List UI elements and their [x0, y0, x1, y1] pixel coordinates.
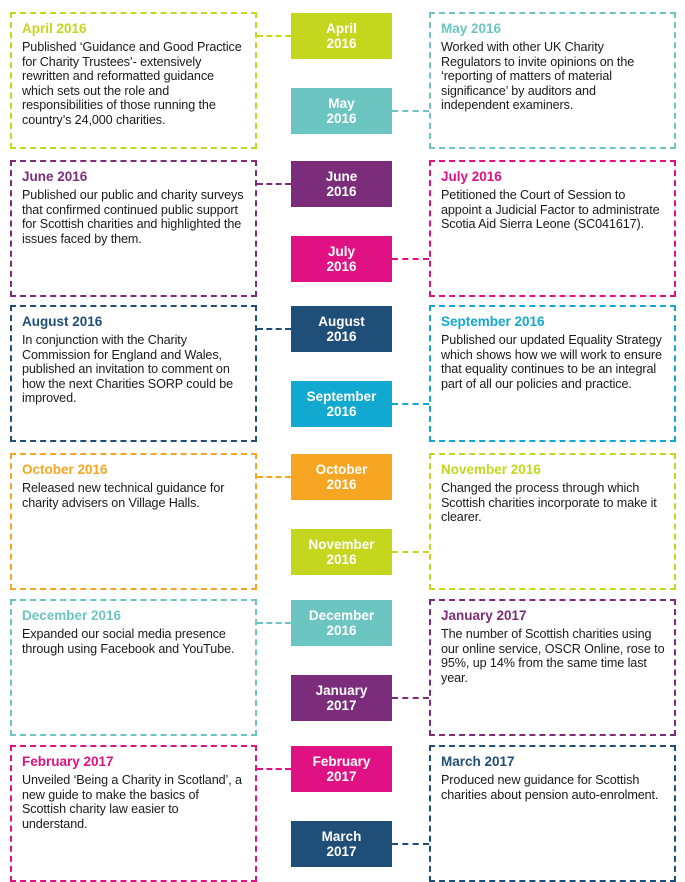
month-name: April: [326, 20, 357, 36]
month-name: January: [315, 682, 368, 698]
event-title: January 2017: [441, 608, 527, 623]
month-year: 2016: [326, 477, 357, 492]
month-name: June: [325, 168, 358, 184]
month-name: May: [328, 95, 355, 111]
event-card-september: [429, 305, 676, 442]
event-description: In conjunction with the Charity Commission for England and Wales, published an invitation to comment on how the next Charities SORP could be improved.: [22, 333, 234, 406]
event-card-may: [429, 12, 676, 149]
event-card-november: [429, 453, 676, 590]
month-year: 2017: [326, 698, 357, 713]
month-year: 2017: [326, 844, 357, 859]
month-name: December: [308, 607, 375, 623]
month-label-august: [291, 306, 392, 352]
event-title: July 2016: [441, 169, 502, 184]
connector-line: [392, 551, 429, 553]
month-year: 2016: [326, 259, 357, 274]
month-name: July: [327, 243, 355, 259]
connector-line: [392, 258, 429, 260]
event-title: October 2016: [22, 462, 108, 477]
month-name: March: [321, 828, 362, 844]
month-label-december: [291, 600, 392, 646]
month-label-january: [291, 675, 392, 721]
month-label-october: [291, 454, 392, 500]
event-description: Published ‘Guidance and Good Practice for Charity Trustees’- extensively rewritten and reformatted guidance which sets out the role and responsibilities of those running the country’s 24,000 charities.: [22, 40, 242, 127]
connector-line: [257, 35, 291, 37]
month-year: 2016: [326, 404, 357, 419]
event-card-april: [10, 12, 257, 149]
connector-line: [257, 768, 291, 770]
connector-line: [392, 403, 429, 405]
month-label-april: [291, 13, 392, 59]
month-label-july: [291, 236, 392, 282]
connector-line: [392, 843, 429, 845]
month-year: 2016: [326, 36, 357, 51]
connector-line: [257, 328, 291, 330]
event-title: June 2016: [22, 169, 88, 184]
event-title: May 2016: [441, 21, 502, 36]
event-card-december: [10, 599, 257, 736]
event-card-february: [10, 745, 257, 882]
event-description: Produced new guidance for Scottish charities about pension auto-enrolment.: [441, 773, 659, 802]
event-title: August 2016: [22, 314, 103, 329]
month-year: 2016: [326, 552, 357, 567]
month-label-june: [291, 161, 392, 207]
event-title: April 2016: [22, 21, 87, 36]
event-title: March 2017: [441, 754, 515, 769]
event-title: December 2016: [22, 608, 122, 623]
month-label-november: [291, 529, 392, 575]
event-card-august: [10, 305, 257, 442]
month-name: February: [312, 753, 371, 769]
event-description: Expanded our social media presence through using Facebook and YouTube.: [22, 627, 235, 656]
event-card-june: [10, 160, 257, 297]
event-title: September 2016: [441, 314, 545, 329]
connector-line: [257, 183, 291, 185]
month-year: 2016: [326, 184, 357, 199]
month-name: October: [315, 461, 368, 477]
month-label-september: [291, 381, 392, 427]
month-year: 2016: [326, 111, 357, 126]
event-card-july: [429, 160, 676, 297]
event-card-october: [10, 453, 257, 590]
connector-line: [257, 622, 291, 624]
event-description: Published our updated Equality Strategy which shows how we will work to ensure that equality continues to be an integral part of all our policies and practice.: [441, 333, 662, 391]
month-name: November: [308, 536, 375, 552]
event-card-march: [429, 745, 676, 882]
month-year: 2016: [326, 329, 357, 344]
event-description: Worked with other UK Charity Regulators to invite opinions on the ‘reporting of matters of material significance’ by auditors and independent examiners.: [441, 40, 635, 113]
month-year: 2016: [326, 623, 357, 638]
event-title: February 2017: [22, 754, 114, 769]
month-name: August: [318, 313, 365, 329]
month-label-may: [291, 88, 392, 134]
month-name: September: [306, 388, 377, 404]
month-label-february: [291, 746, 392, 792]
connector-line: [392, 110, 429, 112]
event-description: The number of Scottish charities using our online service, OSCR Online, rose to 95%, up 14% from the same time last year.: [441, 627, 665, 685]
event-description: Unveiled ‘Being a Charity in Scotland’, a new guide to make the basics of Scottish charity law easier to understand.: [22, 773, 242, 831]
month-year: 2017: [326, 769, 357, 784]
event-description: Petitioned the Court of Session to appoint a Judicial Factor to administrate Scotia Aid Sierra Leone (SC041617).: [441, 188, 660, 232]
event-card-january: [429, 599, 676, 736]
event-title: November 2016: [441, 462, 541, 477]
event-description: Released new technical guidance for charity advisers on Village Halls.: [22, 481, 225, 510]
connector-line: [257, 476, 291, 478]
month-label-march: [291, 821, 392, 867]
event-description: Changed the process through which Scottish charities incorporate to make it clearer.: [441, 481, 657, 525]
connector-line: [392, 697, 429, 699]
event-description: Published our public and charity surveys that confirmed continued public support for Scottish charities and highlighted the issues faced by them.: [22, 188, 244, 246]
